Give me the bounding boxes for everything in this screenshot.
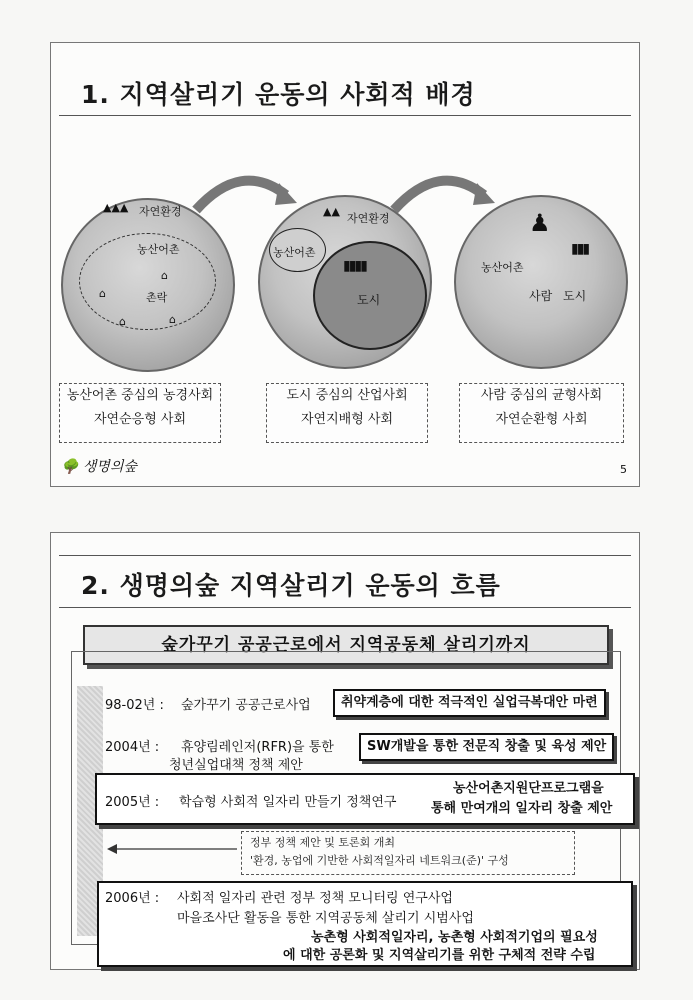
- curved-arrow-icon: [191, 165, 301, 215]
- box-line: 사람 중심의 균형사회: [480, 388, 603, 403]
- row-text: 농촌형 사회적일자리, 농촌형 사회적기업의 필요성: [311, 930, 598, 945]
- house-icon: ⌂: [99, 287, 106, 300]
- title-divider: [59, 115, 631, 116]
- title-divider: [59, 607, 631, 608]
- logo: [61, 456, 137, 476]
- city-label: 도시: [563, 289, 587, 303]
- logo-text: 생명의숲: [82, 459, 137, 475]
- building-icon: ▮▮▮: [571, 241, 589, 257]
- house-icon: ⌂: [119, 315, 126, 328]
- box-line: 농산어촌 중심의 농경사회: [66, 388, 214, 403]
- box-line: 자연순응형 사회: [93, 412, 187, 427]
- city-label: 도시: [357, 293, 381, 307]
- slide-title: 2. 생명의숲 지역살리기 운동의 흐름: [81, 571, 501, 600]
- rural-label: 농산어촌: [481, 261, 524, 274]
- row-year: 2005년 :: [105, 795, 160, 810]
- top-divider: [59, 555, 631, 556]
- agrarian-society-box: [59, 383, 221, 443]
- page-number: 5: [620, 463, 627, 476]
- row-text: 휴양림레인저(RFR)을 통한: [181, 740, 334, 755]
- row-highlight: 농산어촌지원단프로그램을: [453, 781, 604, 796]
- rural-label: 농산어촌: [137, 243, 180, 256]
- dashed-line: 정부 정책 제안 및 토론회 개최: [250, 836, 395, 849]
- row-text: 에 대한 공론화 및 지역살리기를 위한 구체적 전략 수립: [283, 948, 596, 963]
- dashed-line: '환경, 농업에 기반한 사회적일자리 네트워크(준)' 구성: [250, 854, 509, 867]
- row-year: 98-02년 :: [105, 698, 164, 713]
- box-line: 자연순환형 사회: [495, 412, 588, 427]
- row-highlight: SW개발을 통한 전문직 창출 및 육성 제안: [359, 733, 614, 761]
- person-icon: ♟: [529, 209, 551, 237]
- slide-2: [50, 532, 640, 970]
- row-text: 숲가꾸기 공공근로사업: [181, 698, 311, 713]
- mountain-icon: ▲▲: [323, 205, 340, 218]
- flow-banner: 숲가꾸기 공공근로에서 지역공동체 살리기까지: [83, 625, 609, 665]
- nature-label: 자연환경: [139, 205, 182, 218]
- slide-title: 1. 지역살리기 운동의 사회적 배경: [81, 80, 476, 109]
- tree-icon: 🌳: [61, 459, 79, 475]
- box-line: 자연지배형 사회: [300, 412, 394, 427]
- house-icon: ⌂: [161, 269, 168, 282]
- balanced-society-box: [459, 383, 624, 443]
- curved-arrow-icon: [389, 165, 499, 215]
- row-highlight: 취약계층에 대한 적극적인 실업극복대안 마련: [333, 689, 606, 717]
- row-year: 2004년 :: [105, 740, 160, 755]
- village-label: 촌락: [146, 291, 168, 304]
- row-text: 사회적 일자리 관련 정부 정책 모니터링 연구사업: [177, 891, 453, 906]
- industrial-society-box: [266, 383, 428, 443]
- slide-1: [50, 42, 640, 487]
- person-label: 사람: [529, 289, 553, 303]
- rural-label: 농산어촌: [273, 246, 316, 259]
- nature-label: 자연환경: [347, 212, 390, 225]
- row-highlight: 통해 만여개의 일자리 창출 제안: [431, 801, 613, 816]
- row-year: 2006년 :: [105, 891, 160, 906]
- policy-proposal-box: [241, 831, 575, 875]
- house-icon: ⌂: [169, 313, 176, 326]
- mountain-icon: ▲▲▲: [103, 201, 129, 214]
- building-icon: ▮▮▮▮: [343, 258, 366, 274]
- arrow-left-icon: [107, 841, 241, 857]
- row-text: 학습형 사회적 일자리 만들기 정책연구: [179, 795, 397, 810]
- box-line: 도시 중심의 산업사회: [286, 388, 408, 403]
- row-text: 마을조사단 활동을 통한 지역공동체 살리기 시범사업: [177, 911, 474, 926]
- row-text: 청년실업대책 정책 제안: [169, 758, 303, 773]
